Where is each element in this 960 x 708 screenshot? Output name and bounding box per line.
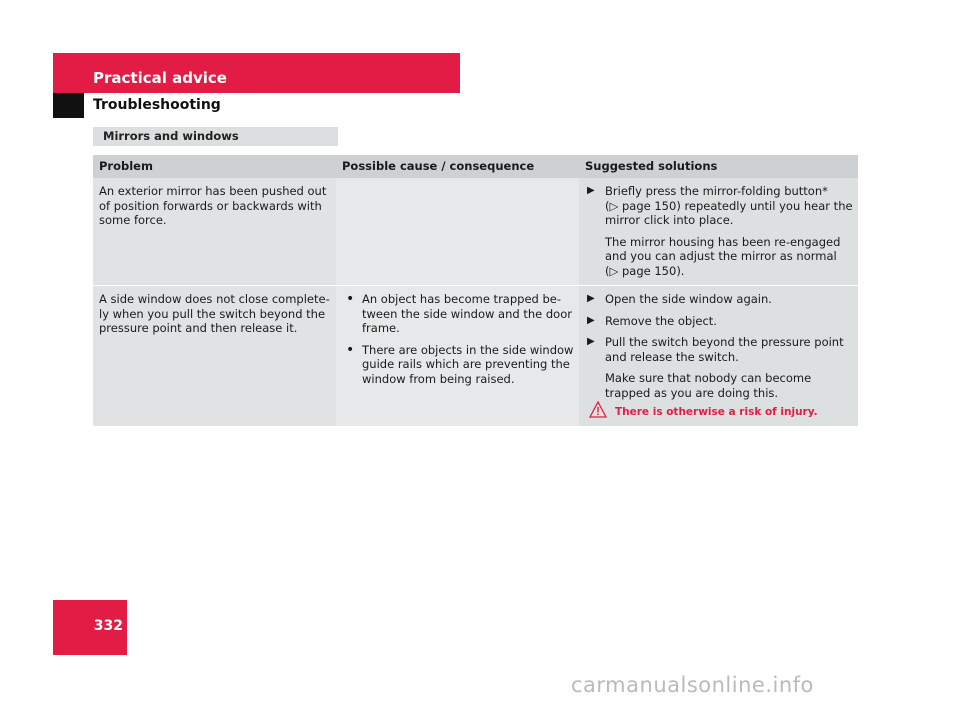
cell-text: Briefly press the mirror-folding button* [605, 184, 828, 198]
column-header-label: Problem [99, 159, 153, 173]
cell-text: A side window does not close complete- [99, 292, 330, 306]
cell-text: The mirror housing has been re-engaged [605, 234, 841, 249]
column-header-label: Possible cause / consequence [342, 159, 535, 173]
bullet-dot-icon: • [346, 291, 355, 307]
page-subtitle: Troubleshooting [93, 97, 221, 113]
cell-text: Remove the object. [605, 313, 717, 328]
section-tab-marker [53, 93, 84, 118]
cell-text: and release the switch. [605, 349, 739, 364]
cell-text: of position forwards or backwards with [99, 198, 322, 213]
triangle-right-icon: ▶ [587, 336, 595, 347]
header-banner [53, 53, 460, 93]
table-cell-cause [336, 178, 579, 285]
table-cell-solutions [579, 178, 858, 285]
cell-text: Make sure that nobody can become [605, 371, 812, 385]
cell-text: pressure point and then release it. [99, 321, 298, 335]
column-header-label: Suggested solutions [585, 159, 718, 173]
table-cell-problem [93, 178, 336, 285]
section-heading-bar [93, 127, 338, 146]
table-cell-solutions [579, 286, 858, 426]
cell-text: trapped as you are doing this. [605, 385, 779, 400]
page-number: 332 [93, 618, 123, 634]
chapter-title: Practical advice [93, 69, 227, 87]
cell-text: tween the side window and the door [362, 306, 572, 321]
cell-text: Pull the switch beyond the pressure point [605, 335, 844, 349]
cell-text: (▷ page 150). [605, 263, 685, 278]
triangle-right-icon: ▶ [587, 185, 595, 196]
cell-text: There are objects in the side window [362, 342, 574, 357]
cell-text: window from being raised. [362, 371, 515, 386]
solution-step [585, 184, 852, 228]
troubleshooting-table [93, 155, 858, 426]
watermark: carmanualsonline.info [571, 673, 814, 697]
table-cell-problem [93, 286, 336, 426]
cell-text: some force. [99, 213, 167, 227]
warning-text: There is otherwise a risk of injury. [615, 406, 818, 418]
cell-text: Open the side window again. [605, 292, 772, 306]
solution-note [585, 371, 852, 400]
cell-text: An exterior mirror has been pushed out [99, 184, 327, 198]
cell-text: frame. [362, 321, 400, 335]
triangle-right-icon: ▶ [587, 293, 595, 304]
page-number-tab [53, 600, 127, 655]
table-cell-cause [336, 286, 579, 426]
cell-text: An object has become trapped be- [362, 292, 561, 306]
cell-text: ly when you pull the switch beyond the [99, 306, 326, 321]
triangle-right-icon: ▶ [587, 314, 595, 326]
cell-text: mirror click into place. [605, 213, 734, 227]
bullet-dot-icon: • [346, 341, 355, 358]
cell-text: (▷ page 150) repeatedly until you hear the [605, 198, 853, 213]
solution-step [585, 292, 852, 307]
column-header-problem [93, 155, 336, 178]
cause-item [342, 292, 573, 336]
solution-step [585, 314, 852, 329]
section-heading: Mirrors and windows [103, 129, 239, 143]
column-header-cause [336, 155, 579, 178]
injury-warning [585, 405, 852, 420]
solution-note [585, 235, 852, 279]
warning-triangle-icon [589, 401, 607, 418]
cell-text: and you can adjust the mirror as normal [605, 249, 837, 263]
solution-step [585, 335, 852, 364]
cause-item [342, 343, 573, 387]
cell-text: guide rails which are preventing the [362, 357, 570, 371]
column-header-solutions [579, 155, 858, 178]
